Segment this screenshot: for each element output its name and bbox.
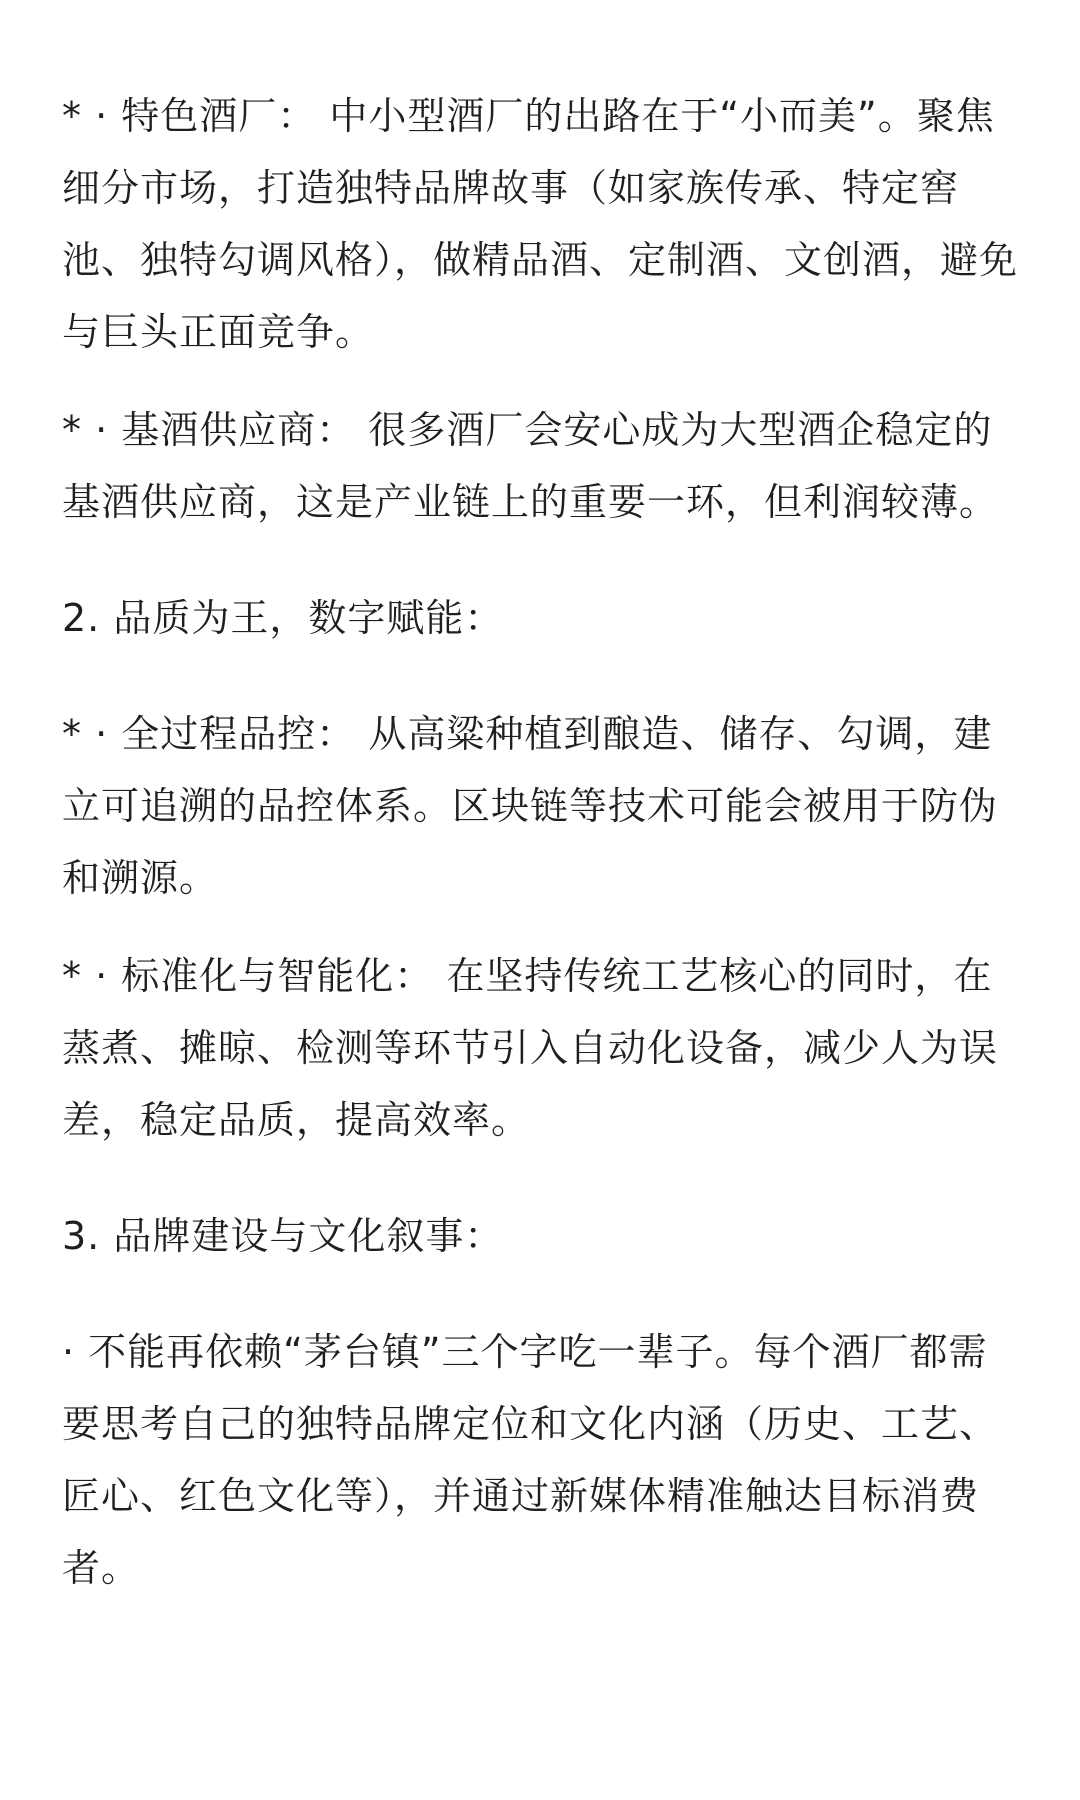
article-body [62,80,1022,1604]
section-heading-brand: 3. 品牌建设与文化叙事： [62,1214,504,1258]
section-heading-quality: 2. 品质为王，数字赋能： [62,596,504,640]
bullet-brand-positioning: · 不能再依赖“茅台镇”三个字吃一辈子。每个酒厂都需要思考自己的独特品牌定位和文化内涵（历史、工艺、匠心、红色文化等），并通过新媒体精准触达目标消费者。 [62,1330,999,1590]
bullet-base-liquor-supplier: * · 基酒供应商： 很多酒厂会安心成为大型酒企稳定的基酒供应商，这是产业链上的重要一环，但利润较薄。 [62,408,999,524]
bullet-standardization: * · 标准化与智能化： 在坚持传统工艺核心的同时，在蒸煮、摊晾、检测等环节引入自动化设备，减少人为误差，稳定品质，提高效率。 [62,954,999,1142]
bullet-featured-distillery: * · 特色酒厂： 中小型酒厂的出路在于“小而美”。聚焦细分市场，打造独特品牌故事（如家族传承、特定窖池、独特勾调风格），做精品酒、定制酒、文创酒，避免与巨头正面竞争。 [62,94,1019,354]
bullet-full-process-qc: * · 全过程品控： 从高粱种植到酿造、储存、勾调，建立可追溯的品控体系。区块链等技术可能会被用于防伪和溯源。 [62,712,999,900]
